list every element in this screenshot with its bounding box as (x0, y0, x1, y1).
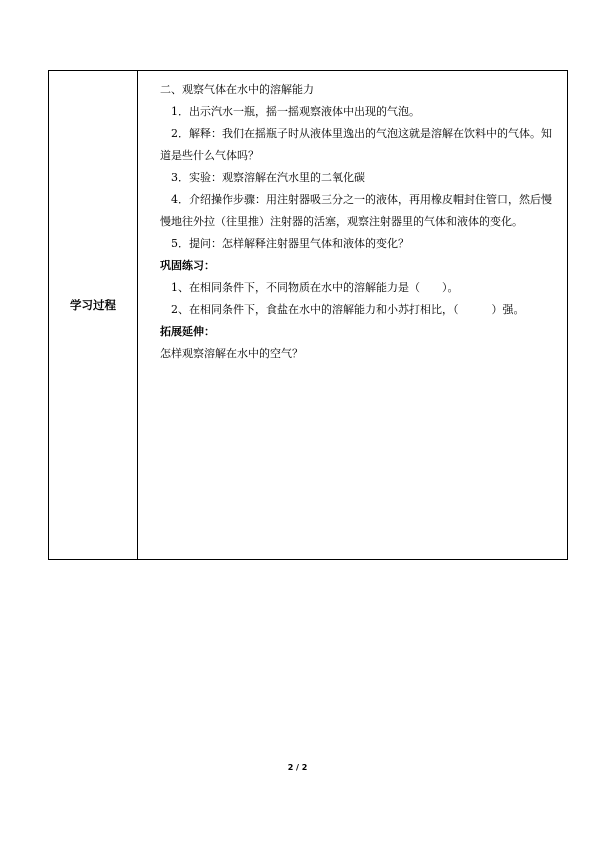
step-4: 4．介绍操作步骤：用注射器吸三分之一的液体，再用橡皮帽封住管口，然后慢慢地往外拉（往里推）注射器的活塞，观察注射器里的气体和液体的变化。 (160, 193, 552, 228)
page-number: 2 / 2 (287, 763, 308, 772)
lesson-table (48, 70, 568, 560)
practice-question-1: 1、在相同条件下，不同物质在水中的溶解能力是（ ）。 (171, 281, 459, 294)
row-label: 学习过程 (70, 298, 116, 312)
extension-heading: 拓展延伸： (160, 325, 215, 338)
row-label-cell (49, 71, 138, 559)
step-5: 5．提问：怎样解释注射器里气体和液体的变化？ (171, 237, 409, 250)
practice-question-2: 2、在相同条件下，食盐在水中的溶解能力和小苏打相比，（ ）强。 (171, 303, 525, 316)
section-heading: 二、观察气体在水中的溶解能力 (160, 83, 314, 96)
step-3: 3．实验：观察溶解在汽水里的二氧化碳 (171, 171, 365, 184)
step-2: 2．解释：我们在摇瓶子时从液体里逸出的气泡这就是溶解在饮料中的气体。知道是些什么气体吗？ (160, 127, 552, 162)
step-1: 1．出示汽水一瓶，摇一摇观察液体中出现的气泡。 (171, 105, 420, 118)
content-cell (138, 71, 567, 559)
extension-question: 怎样观察溶解在水中的空气？ (160, 347, 303, 360)
practice-heading: 巩固练习： (160, 259, 215, 272)
